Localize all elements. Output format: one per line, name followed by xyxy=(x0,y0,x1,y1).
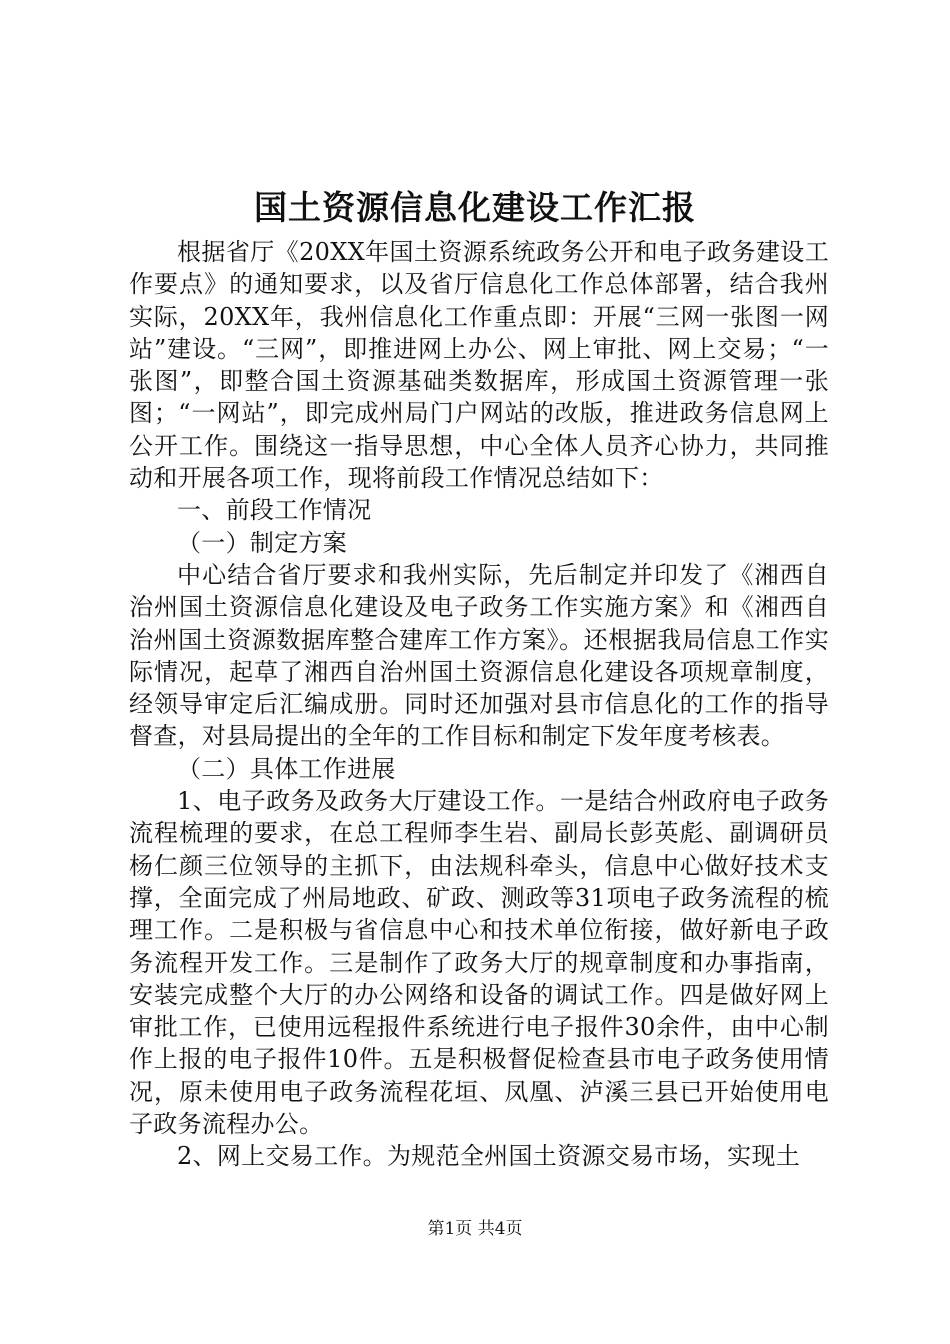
subsection-heading-2: （二）具体工作进展 xyxy=(177,754,396,783)
e-government-paragraph: 1、电子政务及政务大厅建设工作。一是结合州政府电子政务流程梳理的要求，在总工程师李生岩、副局长彭英彪、副调研员杨仁颜三位领导的主抓下，由法规科牵头，信息中心做好技术支撑，全面完成了州局地政、矿政、测政等31项电子政务流程的梳理工作。二是积极与省信息中心和技术单位衔接，做好新电子政务流程开发工作。三是制作了政务大厅的规章制度和办事指南，安装完成整个大厅的办公网络和设备的调试工作。四是做好网上审批工作，已使用远程报件系统进行电子报件30余件，由中心制作上报的电子报件10件。五是积极督促检查县市电子政务使用情况，原未使用电子政务流程花垣、凤凰、泸溪三县已开始使用电子政务流程办公。 xyxy=(129,787,829,1139)
section-heading-1: 一、前段工作情况 xyxy=(177,496,372,525)
page-number-footer: 第1页 共4页 xyxy=(427,1219,523,1239)
document-body xyxy=(129,236,829,1173)
online-trading-paragraph: 2、网上交易工作。为规范全州国土资源交易市场，实现土 xyxy=(177,1142,801,1171)
subsection-heading-1: （一）制定方案 xyxy=(177,528,348,557)
intro-paragraph: 根据省厅《20XX年国土资源系统政务公开和电子政务建设工作要点》的通知要求，以及省厅信息化工作总体部署，结合我州实际，20XX年，我州信息化工作重点即：开展“三网一张图一网站”建设。“三网”，即推进网上办公、网上审批、网上交易；“一张图”，即整合国土资源基础类数据库，形成国土资源管理一张图；“一网站”，即完成州局门户网站的改版，推进政务信息网上公开工作。围绕这一指导思想，中心全体人员齐心协力，共同推动和开展各项工作，现将前段工作情况总结如下： xyxy=(129,238,829,493)
document-title: 国土资源信息化建设工作汇报 xyxy=(254,188,696,227)
plan-paragraph: 中心结合省厅要求和我州实际，先后制定并印发了《湘西自治州国土资源信息化建设及电子政务工作实施方案》和《湘西自治州国土资源数据库整合建库工作方案》。还根据我局信息工作实际情况，起草了湘西自治州国土资源信息化建设各项规章制度，经领导审定后汇编成册。同时还加强对县市信息化的工作的指导督查，对县局提出的全年的工作目标和制定下发年度考核表。 xyxy=(129,560,829,751)
